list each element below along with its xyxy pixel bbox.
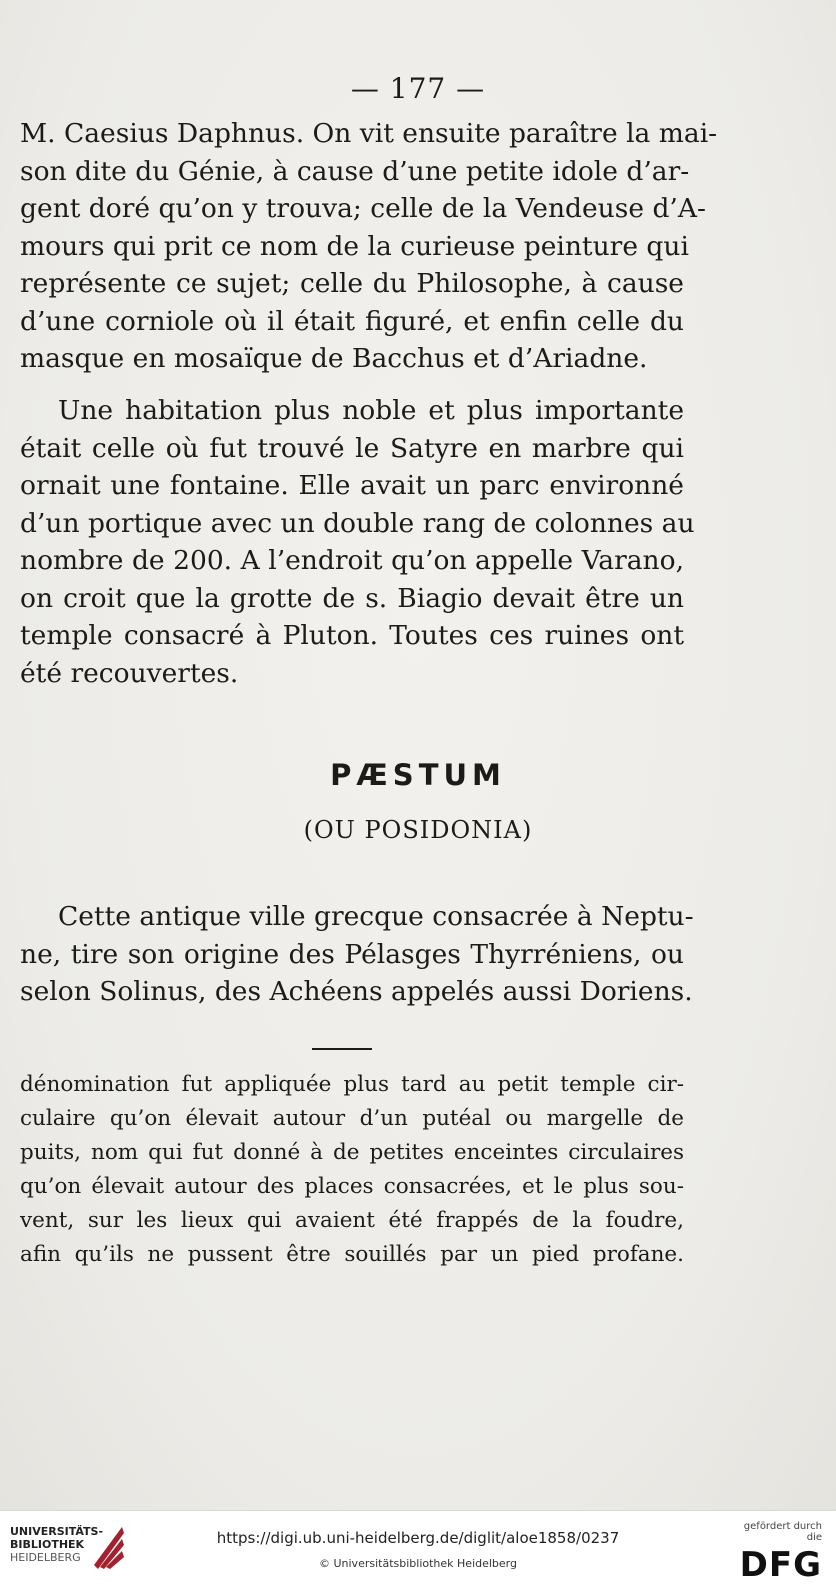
institution-name: UNIVERSITÄTS- BIBLIOTHEK HEIDELBERG [10,1525,104,1564]
text-line: été recouvertes. [20,657,239,689]
text-line: masque en mosaïque de Bacchus et d’Ariadne. [20,343,648,374]
text-line: représente ce sujet; celle du Philosophe, à cause [20,268,684,299]
text-line: était celle où fut trouvé le Satyre en marbre qui [20,432,684,464]
text-line: on croit que la grotte de s. Biagio devait être un [20,582,684,614]
paragraph-1 [20,115,718,378]
text-line: nombre de 200. A l’endroit qu’on appelle Varano, [20,545,684,576]
footnote-rule [312,1048,372,1050]
paragraph-3 [20,898,694,1011]
text-line: d’une corniole où il était figuré, et enfin celle du [20,305,684,337]
document-url-link[interactable]: https://digi.ub.uni-heidelberg.de/diglit/aloe1858/0237 [216,1529,620,1547]
footnote-line: dénomination fut appliquée plus tard au petit temple cir- [20,1072,684,1097]
text-line: d’un portique avec un double rang de colonnes au [20,507,695,539]
footnote-line: vent, sur les lieux qui avaient été frappés de la foudre, [20,1208,684,1233]
text-line: ornait une fontaine. Elle avait un parc environné [20,470,684,501]
dfg-logo[interactable] [732,1521,822,1585]
text-line: son dite du Génie, à cause d’une petite idole d’ar- [20,155,690,187]
footnote-line: afin qu’ils ne pussent être souillés par un pied profane. [20,1242,684,1267]
footnote-line: culaire qu’on élevait autour d’un putéal ou margelle de [20,1106,684,1131]
text-line: ne, tire son origine des Pélasges Thyrréniens, ou [20,938,684,970]
dfg-wordmark: DFG [739,1545,822,1585]
copyright-text: © Universitätsbibliothek Heidelberg [318,1557,517,1570]
text-line: Cette antique ville grecque consacrée à Neptu- [58,901,694,932]
footnote-line: qu’on élevait autour des places consacrées, et le plus sou- [20,1174,684,1199]
text-line: Une habitation plus noble et plus importante [58,395,684,426]
section-subtitle: (OU POSIDONIA) [303,816,533,844]
funded-by-label: gefördert durch die [743,1521,822,1543]
text-line: mours qui prit ce nom de la curieuse peinture qui [20,230,689,262]
text-line: selon Solinus, des Achéens appelés aussi Doriens. [20,976,693,1007]
section-title: PÆSTUM [330,758,506,792]
paragraph-2 [20,392,695,692]
text-line: gent doré qu’on y trouva; celle de la Vendeuse d’A- [20,193,706,224]
footer-bar [0,1510,836,1587]
text-line: temple consacré à Pluton. Toutes ces ruines ont [20,620,684,651]
footnote-line: puits, nom qui fut donné à de petites enceintes circulaires [20,1140,684,1165]
page-number: — 177 — [350,72,486,105]
text-line: M. Caesius Daphnus. On vit ensuite paraître la mai- [20,118,718,149]
footnote [20,1068,684,1272]
